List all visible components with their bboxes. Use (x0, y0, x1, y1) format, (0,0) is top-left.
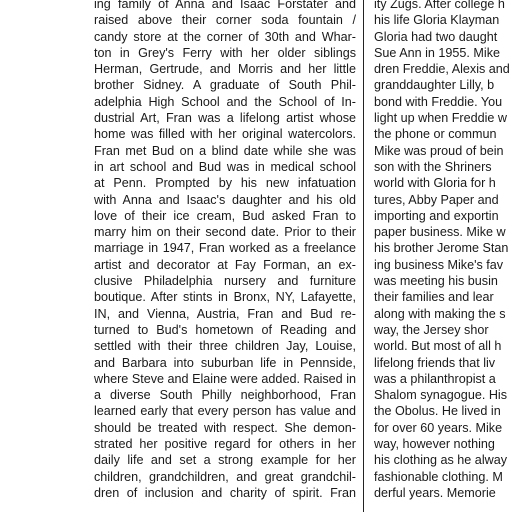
text-line: son with the Shriners (374, 159, 492, 174)
column-divider (363, 0, 364, 512)
text-line: Herman, Gertrude, and Morris and her little (94, 62, 356, 77)
text-line: ing family of Anna and Isaac Forstater and (94, 0, 356, 11)
text-line: Gloria had two daught (374, 29, 498, 44)
text-line: Mike was proud of bein (374, 143, 504, 158)
text-line: boutique. After stints in Bronx, NY, Lafayette, (94, 290, 356, 305)
text-line: world with Gloria for h (374, 176, 496, 191)
text-line: clusive Philadelphia nursery and furniture (94, 274, 356, 289)
text-line: Shalom synagogue. His (374, 388, 508, 403)
text-line: dustrial Art, Fran was a lifelong artist whose (94, 111, 356, 126)
text-line: Fran met Bud on a blind date while she was (94, 143, 356, 158)
left-column (94, 0, 356, 501)
text-line: adelphia High School and the School of In- (94, 94, 356, 109)
text-line: at Penn. Prompted by his new infatuation (94, 176, 356, 191)
text-line: dren of inclusion and charity of spirit. Fran (94, 485, 356, 500)
text-line: his clothing as he alway (374, 453, 508, 468)
text-line: artist and decorator at Fay Forman, an ex- (94, 257, 356, 272)
text-line: ton in Grey's Ferry with her older siblings (94, 45, 356, 60)
text-line: importing and exportin (374, 208, 499, 223)
text-line: the Obolus. He lived in (374, 404, 501, 419)
text-line: turned to Bud's hometown of Reading and (94, 322, 356, 337)
text-line: marriage in 1947, Fran worked as a freelance (94, 241, 356, 256)
text-line: light up when Freddie w (374, 111, 508, 126)
text-line: brother Sidney. A graduate of South Phil- (94, 78, 356, 93)
text-line: candy store at the corner of 30th and Whar- (94, 29, 356, 44)
text-line: the phone or commun (374, 127, 497, 142)
text-line: a diverse South Philly neighborhood, Fran (94, 388, 356, 403)
text-line: their families and lear (374, 290, 494, 305)
text-line: ing business Mike's fav (374, 257, 504, 272)
text-line: raised above their corner soda fountain / (94, 13, 356, 28)
text-line: world. But most of all h (374, 339, 502, 354)
text-line: fashionable clothing. M (374, 469, 503, 484)
text-line: marry him on their second date. Prior to their (94, 225, 356, 240)
text-line: derful years. Memorie (374, 485, 496, 500)
text-line: was a philanthropist a (374, 371, 496, 386)
text-line: for over 60 years. Mike (374, 420, 503, 435)
text-line: IN, and Vienna, Austria, Fran and Bud re- (94, 306, 356, 321)
text-line: in art school and Bud was in medical school (94, 159, 356, 174)
text-line: bond with Freddie. You (374, 94, 503, 109)
text-line: love of their ice cream, Bud asked Fran to (94, 208, 356, 223)
text-line: home was filled with her original watercolors. (94, 127, 356, 142)
text-line: and Barbara into suburban life in Pennside, (94, 355, 356, 370)
text-line: daily life and set a strong example for her (94, 453, 356, 468)
text-line: tures, Abby Paper and (374, 192, 499, 207)
right-column (374, 0, 512, 501)
text-line: paper business. Mike w (374, 225, 506, 240)
text-line: dren Freddie, Alexis and (374, 62, 510, 77)
text-line: children, grandchildren, and great grandchil- (94, 469, 356, 484)
text-line: strated her positive regard for others in her (94, 437, 356, 452)
text-line: was meeting his busin (374, 274, 498, 289)
text-line: settled with their three children Jay, Louise, (94, 339, 356, 354)
text-line: ity Zugs. After college h (374, 0, 505, 11)
text-line: should be treated with respect. She demon- (94, 420, 356, 435)
text-line: where Steve and Elaine were added. Raised in (94, 371, 356, 386)
text-line: way, however nothing (374, 437, 495, 452)
text-line: Sue Ann in 1955. Mike (374, 45, 501, 60)
text-line: with Anna and Isaac's daughter and his old (94, 192, 356, 207)
text-line: his brother Jerome Stan (374, 241, 509, 256)
text-line: learned early that every person has value and (94, 404, 356, 419)
text-line: lifelong friends that liv (374, 355, 496, 370)
text-line: way, the Jersey shor (374, 322, 489, 337)
text-line: granddaughter Lilly, b (374, 78, 495, 93)
text-line: along with making the s (374, 306, 506, 321)
text-line: his life Gloria Klayman (374, 13, 500, 28)
